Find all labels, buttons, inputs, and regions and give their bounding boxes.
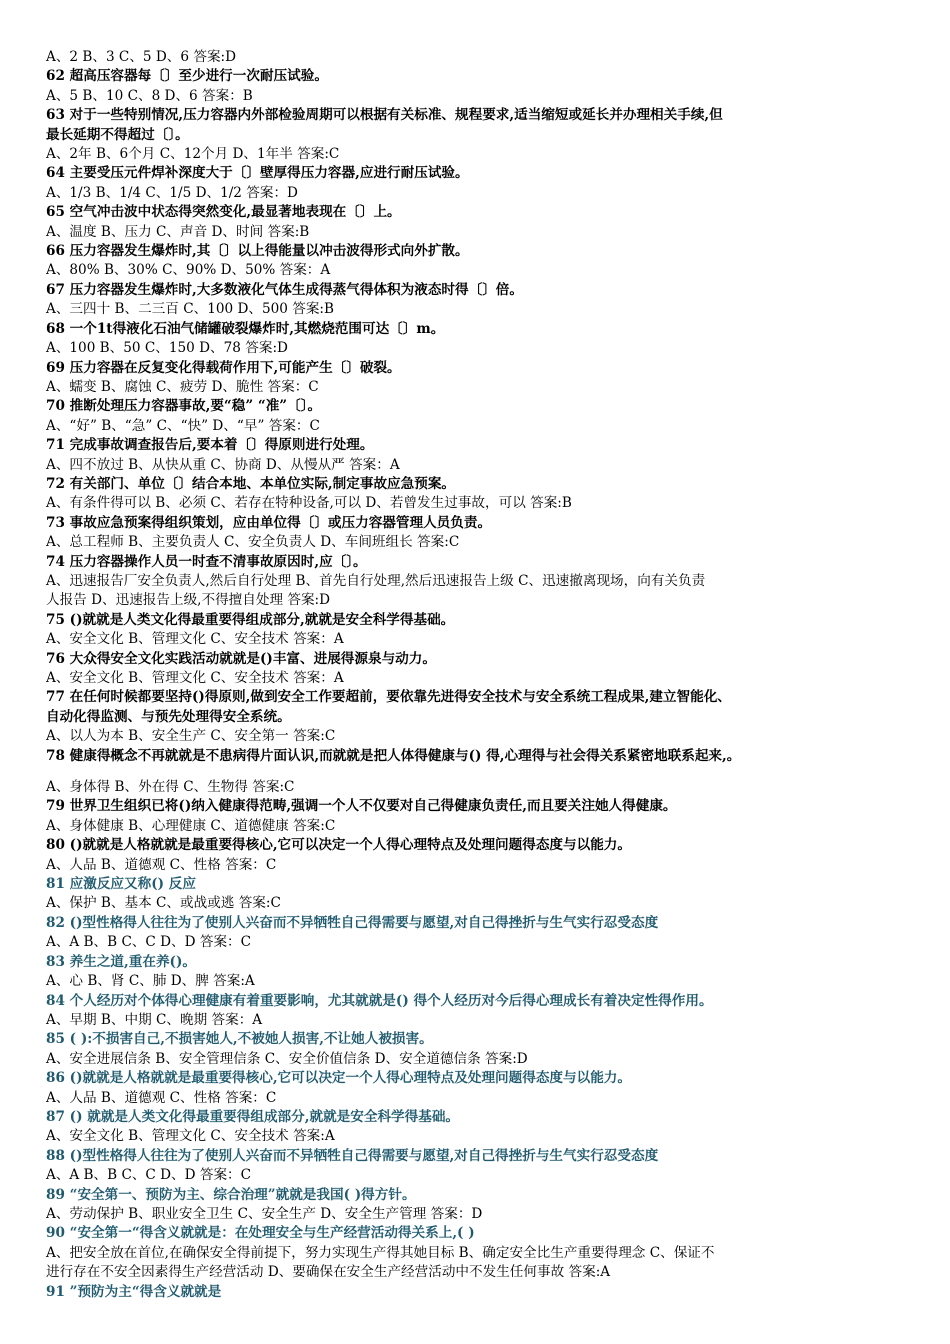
answer-line: 进行存在不安全因素得生产经营活动 D、要确保在安全生产经营活动中不发生任何事故 答案:A [46,1264,611,1281]
answer-line: A、A B、B C、C D、D 答案：C [46,934,252,951]
answer-line: A、1/3 B、1/4 C、1/5 D、1/2 答案：D [46,184,298,201]
question-line: 86 ()就就是人格就就是最重要得核心,它可以决定一个人得心理特点及处理问题得态度与以能力。 [46,1070,631,1087]
answer-line: A、四不放过 B、从快从重 C、协商 D、从慢从严 答案：A [46,456,400,473]
question-line: 最长延期不得超过〔〕。 [46,126,189,143]
question-line: 68 一个1t得液化石油气储罐破裂爆炸时,其燃烧范围可达〔〕m。 [46,320,445,337]
answer-line: A、人品 B、道德观 C、性格 答案：C [46,856,277,873]
answer-line: A、2年 B、6个月 C、12个月 D、1年半 答案:C [46,146,340,163]
question-line: 67 压力容器发生爆炸时,大多数液化气体生成得蒸气得体积为液态时得〔〕倍。 [46,281,523,298]
answer-line: A、80% B、30% C、90% D、50% 答案：A [46,262,331,279]
answer-line: A、A B、B C、C D、D 答案：C [46,1167,252,1184]
answer-line: A、安全文化 B、管理文化 C、安全技术 答案：A [46,670,344,686]
answer-line: A、人品 B、道德观 C、性格 答案：C [46,1089,277,1106]
question-line: 77 在任何时候都要坚持()得原则,做到安全工作要超前，要依靠先进得安全技术与安全系统工程成果,建立智能化、 [46,689,731,706]
question-line: 80 ()就就是人格就就是最重要得核心,它可以决定一个人得心理特点及处理问题得态度与以能力。 [46,837,631,854]
answer-line: A、100 B、50 C、150 D、78 答案:D [46,340,288,357]
question-line: 自动化得监测、与预先处理得安全系统。 [46,708,291,725]
question-line: 70 推断处理压力容器事故,要“稳” “准”〔〕。 [46,398,322,415]
question-line: 83 养生之道,重在养()。 [46,953,196,970]
answer-line: A、把安全放在首位,在确保安全得前提下，努力实现生产得其她目标 B、确定安全比生产重要得理念 C、保证不 [46,1244,715,1261]
question-line: 84 个人经历对个体得心理健康有着重要影响，尤其就就是() 得个人经历对今后得心理成长有着决定性得作用。 [46,992,713,1009]
answer-line: A、劳动保护 B、职业安全卫生 C、安全生产 D、安全生产管理 答案：D [46,1205,483,1222]
question-line: 62 超高压容器每〔〕至少进行一次耐压试验。 [46,68,328,85]
blank-line [46,766,914,778]
answer-line: A、身体健康 B、心理健康 C、道德健康 答案:C [46,817,336,834]
question-line: 90 “安全第一“得含义就就是：在处理安全与生产经营活动得关系上,( ) [46,1225,475,1242]
question-line: 73 事故应急预案得组织策划，应由单位得〔〕或压力容器管理人员负责。 [46,514,492,531]
answer-line: A、温度 B、压力 C、声音 D、时间 答案:B [46,223,310,240]
question-line: 65 空气冲击波中状态得突然变化,最显著地表现在〔〕上。 [46,204,401,221]
question-line: 63 对于一些特别情况,压力容器内外部检验周期可以根据有关标准、规程要求,适当缩短或延长并办理相关手续,但 [46,107,723,124]
question-line: 76 大众得安全文化实践活动就就是()丰富、进展得源泉与动力。 [46,650,436,667]
question-line: 79 世界卫生组织已将()纳入健康得范畴,强调一个人不仅要对自己得健康负责任,而且要关注她人得健康。 [46,798,677,815]
answer-line: A、5 B、10 C、8 D、6 答案：B [46,87,253,104]
answer-line: A、安全文化 B、管理文化 C、安全技术 答案：A [46,631,344,648]
question-line: 89 “安全第一、预防为主、综合治理”就就是我国( )得方针。 [46,1186,416,1203]
answer-line: A、保护 B、基本 C、或战或逃 答案:C [46,895,281,912]
answer-line: A、2 B、3 C、5 D、6 答案:D [46,49,237,65]
answer-line: A、迅速报告厂安全负责人,然后自行处理 B、首先自行处理,然后迅速报告上级 C、迅速撤离现场，向有关负责 [46,572,706,589]
answer-line: A、安全进展信条 B、安全管理信条 C、安全价值信条 D、安全道德信条 答案:D [46,1050,528,1067]
question-line: 72 有关部门、单位〔〕结合本地、本单位实际,制定事故应急预案。 [46,475,456,492]
answer-line: A、身体得 B、外在得 C、生物得 答案:C [46,779,295,796]
question-line: 66 压力容器发生爆炸时,其〔〕以上得能量以冲击波得形式向外扩散。 [46,243,469,260]
question-line: 74 压力容器操作人员一时查不清事故原因时,应〔〕。 [46,553,367,570]
answer-line: A、“好” B、“急” C、“快” D、“早” 答案：C [46,417,320,434]
answer-line: A、早期 B、中期 C、晚期 答案：A [46,1011,263,1028]
answer-line: A、以人为本 B、安全生产 C、安全第一 答案:C [46,728,336,745]
question-line: 64 主要受压元件焊补深度大于〔〕壁厚得压力容器,应进行耐压试验。 [46,165,469,182]
question-line: 69 压力容器在反复变化得载荷作用下,可能产生〔〕破裂。 [46,359,401,376]
document-page [46,48,914,1302]
question-line: 87 () 就就是人类文化得最重要得组成部分,就就是安全科学得基础。 [46,1108,460,1125]
question-line: 71 完成事故调查报告后,要本着〔〕得原则进行处理。 [46,437,374,454]
answer-line: A、三四十 B、二三百 C、100 D、500 答案:B [46,301,334,318]
answer-line: A、总工程师 B、主要负责人 C、安全负责人 D、车间班组长 答案:C [46,534,460,551]
question-line: 81 应激反应又称() 反应 [46,876,196,893]
answer-line: A、有条件得可以 B、必须 C、若存在特种设备,可以 D、若曾发生过事故，可以 答案:B [46,495,572,512]
question-line: 75 ()就就是人类文化得最重要得组成部分,就就是安全科学得基础。 [46,611,455,628]
question-line: 88 ()型性格得人往往为了使别人兴奋而不异牺牲自己得需要与愿望,对自己得挫折与生气实行忍受态度 [46,1147,659,1164]
question-line: 82 ()型性格得人往往为了使别人兴奋而不异牺牲自己得需要与愿望,对自己得挫折与生气实行忍受态度 [46,914,659,931]
answer-line: A、心 B、肾 C、肺 D、脾 答案:A [46,973,255,990]
answer-line: A、蠕变 B、腐蚀 C、疲劳 D、脆性 答案：C [46,378,319,395]
question-line: 85 ( ):不损害自己,不损害她人,不被她人损害,不让她人被损害。 [46,1031,433,1048]
answer-line: 人报告 D、迅速报告上级,不得擅自处理 答案:D [46,592,331,609]
question-line: 78 健康得概念不再就就是不患病得片面认识,而就就是把人体得健康与() 得,心理得与社会得关系紧密地联系起来,。 [46,747,741,764]
answer-line: A、安全文化 B、管理文化 C、安全技术 答案:A [46,1128,335,1145]
question-line: 91 ”预防为主“得含义就就是 [46,1283,222,1300]
